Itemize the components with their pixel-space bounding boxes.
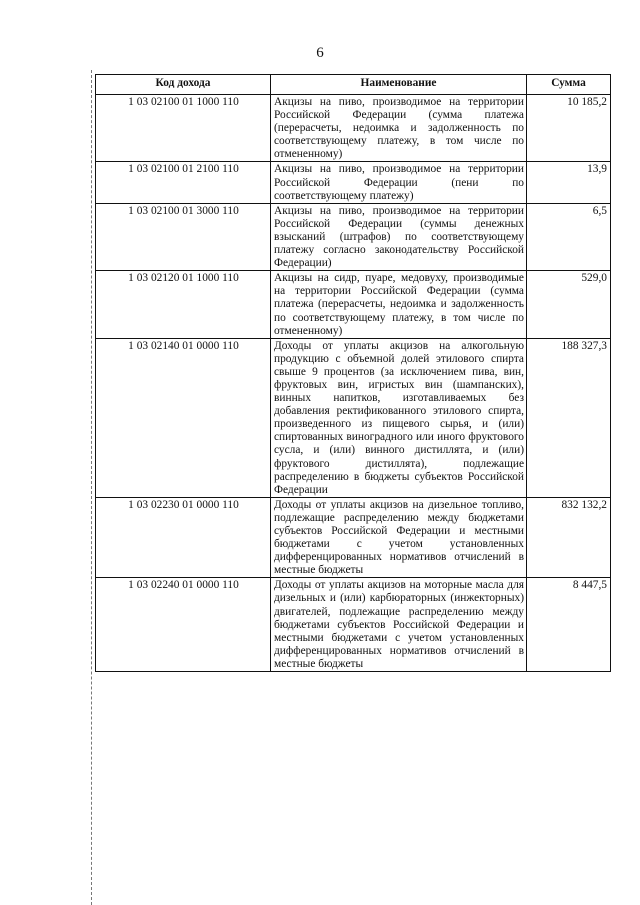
income-code: 1 03 02100 01 1000 110 — [96, 95, 271, 162]
binding-margin-line — [91, 70, 92, 905]
income-code: 1 03 02230 01 0000 110 — [96, 497, 271, 578]
income-name: Доходы от уплаты акцизов на дизельное топливо, подлежащие распределению между бюджетами субъектов Российской Федерации и местными бюджетами с учетом установленных дифференцированных нормативов отчислений в местные бюджеты — [271, 497, 527, 578]
income-sum: 529,0 — [527, 271, 611, 338]
header-name: Наименование — [271, 75, 527, 95]
table-row — [96, 95, 611, 162]
table-header-row — [96, 75, 611, 95]
header-code: Код дохода — [96, 75, 271, 95]
table-row — [96, 578, 611, 672]
income-name: Акцизы на пиво, производимое на территории Российской Федерации (суммы денежных взысканий (штрафов) по соответствующему платежу согласно законодательству Российской Федерации) — [271, 203, 527, 270]
header-sum: Сумма — [527, 75, 611, 95]
income-name: Доходы от уплаты акцизов на алкогольную продукцию с объемной долей этилового спирта свыше 9 процентов (за исключением пива, вин, фруктовых вин, игристых вин (шампанских), винных напитков, изготавливаемых без добавления ректификованного этилового спирта, произведенного из пищевого сырья, и (или) спиртованных виноградного или иного фруктового сусла, и (или) винного дистиллята, и (или) фруктового дистиллята), подлежащие распределению в бюджеты субъектов Российской Федерации — [271, 338, 527, 497]
table-row — [96, 203, 611, 270]
income-sum: 6,5 — [527, 203, 611, 270]
table-row — [96, 271, 611, 338]
income-code: 1 03 02240 01 0000 110 — [96, 578, 271, 672]
income-name: Акцизы на пиво, производимое на территории Российской Федерации (пени по соответствующему платежу) — [271, 162, 527, 203]
table-row — [96, 497, 611, 578]
income-sum: 832 132,2 — [527, 497, 611, 578]
income-code: 1 03 02100 01 2100 110 — [96, 162, 271, 203]
income-sum: 8 447,5 — [527, 578, 611, 672]
table-row — [96, 338, 611, 497]
income-name: Акцизы на сидр, пуаре, медовуху, производимые на территории Российской Федерации (сумма платежа (перерасчеты, недоимка и задолженность по соответствующему платежу, в том числе по отмененному) — [271, 271, 527, 338]
page-number: 6 — [316, 45, 324, 61]
income-name: Доходы от уплаты акцизов на моторные масла для дизельных и (или) карбюраторных (инжекторных) двигателей, подлежащие распределению между бюджетами субъектов Российской Федерации и местными бюджетами с учетом установленных дифференцированных нормативов отчислений в местные бюджеты — [271, 578, 527, 672]
income-code: 1 03 02100 01 3000 110 — [96, 203, 271, 270]
income-sum: 10 185,2 — [527, 95, 611, 162]
income-name: Акцизы на пиво, производимое на территории Российской Федерации (сумма платежа (перерасчеты, недоимка и задолженность по соответствующему платежу, в том числе по отмененному) — [271, 95, 527, 162]
revenue-table — [95, 74, 611, 672]
table-row — [96, 162, 611, 203]
income-code: 1 03 02140 01 0000 110 — [96, 338, 271, 497]
income-sum: 188 327,3 — [527, 338, 611, 497]
income-code: 1 03 02120 01 1000 110 — [96, 271, 271, 338]
income-sum: 13,9 — [527, 162, 611, 203]
